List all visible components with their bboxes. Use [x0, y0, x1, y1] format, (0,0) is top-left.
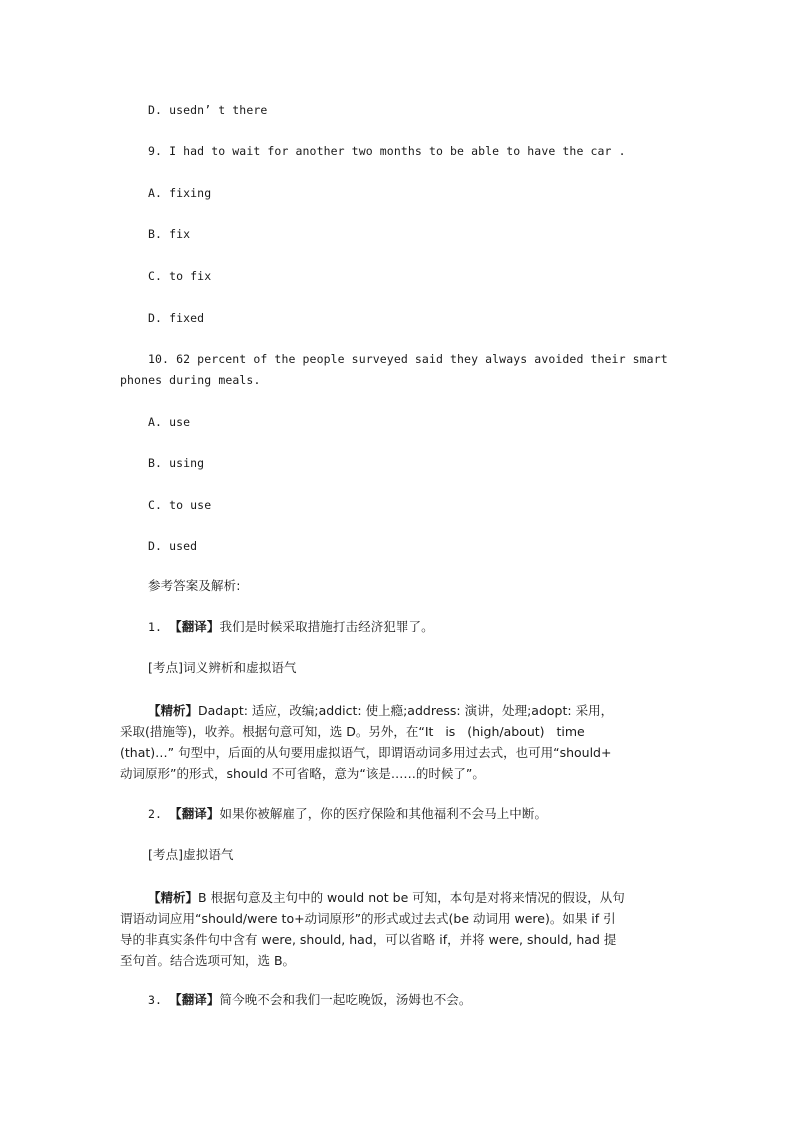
answer-2-translation — [148, 806, 547, 822]
answer-1-analysis-line3: (that)…” 句型中，后面的从句要用虚拟语气，即谓语动词多用过去式，也可用“should+ — [120, 745, 612, 760]
answers-heading: 参考答案及解析: — [148, 578, 241, 593]
q9-stem: 9. I had to wait for another two months to be able to have the car . — [148, 144, 626, 158]
answer-2-analysis — [120, 887, 675, 971]
answer-3-translation — [148, 992, 472, 1008]
answer-1-point: [考点]词义辨析和虚拟语气 — [148, 660, 297, 675]
q9-option-c: C. to fix — [148, 269, 212, 283]
answer-2-analysis-tag: 【精析】 — [148, 890, 199, 905]
q10-option-a: A. use — [148, 415, 191, 429]
answer-3-translation-text: 简今晚不会和我们一起吃晚饭，汤姆也不会。 — [219, 992, 472, 1007]
answer-2-point: [考点]虚拟语气 — [148, 847, 234, 862]
answer-1-analysis-line4: 动词原形”的形式，should 不可省略，意为“该是……的时候了”。 — [120, 766, 485, 781]
q8-option-d: D. usedn’ t there — [148, 103, 268, 117]
q10-option-d: D. used — [148, 539, 198, 553]
answer-1-translation — [148, 619, 434, 635]
q10-stem-line2: phones during meals. — [120, 373, 261, 387]
answer-2-analysis-line1 — [120, 887, 675, 908]
answer-1-analysis-tag: 【精析】 — [148, 703, 199, 718]
answer-1-analysis-line1-text: Dadapt: 适应，改编;addict: 使上瘾;address: 演讲，处理;adopt: 采用， — [198, 703, 614, 718]
answer-1-analysis-line1 — [120, 700, 675, 721]
answer-2-number: 2. — [148, 807, 163, 821]
answer-3-number: 3. — [148, 993, 163, 1007]
q10-stem-line1-text: 10. 62 percent of the people surveyed said they always avoided their smart — [148, 352, 668, 366]
answer-1-analysis — [120, 700, 675, 784]
answer-2-analysis-line2: 谓语动词应用“should/were to+动词原形”的形式或过去式(be 动词用 were)。如果 if 引 — [120, 911, 616, 926]
q9-option-a: A. fixing — [148, 186, 212, 200]
answer-2-translation-text: 如果你被解雇了，你的医疗保险和其他福利不会马上中断。 — [219, 806, 548, 821]
answer-1-translation-tag: 【翻译】 — [169, 619, 220, 634]
answer-1-translation-text: 我们是时候采取措施打击经济犯罪了。 — [219, 619, 434, 634]
q10-option-b: B. using — [148, 456, 205, 470]
answer-1-analysis-line2: 采取(措施等)，收养。根据句意可知，选 D。另外，在“It is (high/about) time — [120, 724, 585, 739]
answer-1-number: 1. — [148, 620, 163, 634]
q10-stem-line1 — [148, 351, 675, 367]
q9-option-d: D. fixed — [148, 311, 205, 325]
answer-2-analysis-line4: 至句首。结合选项可知，选 B。 — [120, 953, 296, 968]
answer-3-translation-tag: 【翻译】 — [169, 992, 220, 1007]
q9-option-b: B. fix — [148, 227, 191, 241]
answer-2-translation-tag: 【翻译】 — [169, 806, 220, 821]
q10-option-c: C. to use — [148, 498, 212, 512]
answer-2-analysis-line3: 导的非真实条件句中含有 were, should, had，可以省略 if，并将 were, should, had 提 — [120, 932, 617, 947]
answer-2-analysis-line1-text: B 根据句意及主句中的 would not be 可知，本句是对将来情况的假设，从句 — [198, 890, 625, 905]
